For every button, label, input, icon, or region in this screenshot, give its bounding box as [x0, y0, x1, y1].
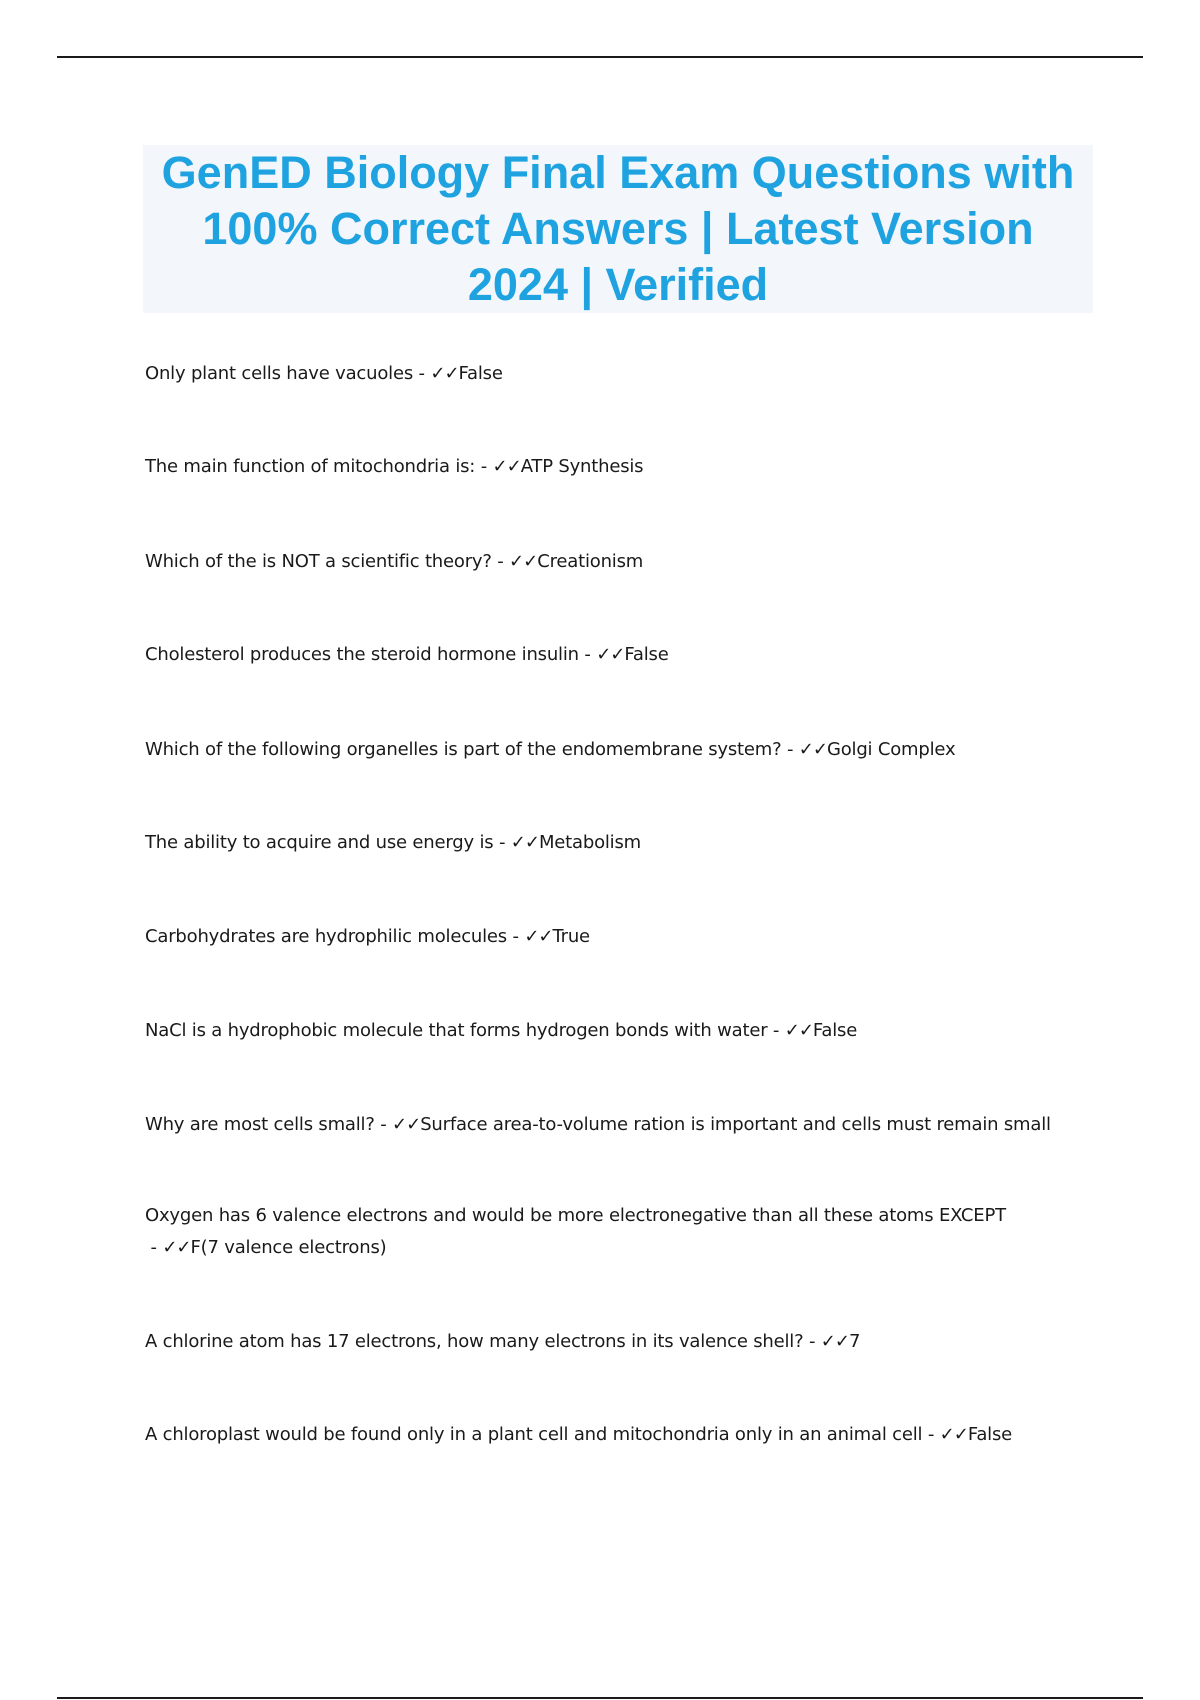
qa-item-8	[145, 1015, 1145, 1047]
separator: -	[413, 363, 431, 384]
question-text: A chloroplast would be found only in a plant cell and mitochondria only in an animal cell	[145, 1424, 923, 1445]
separator: -	[578, 644, 597, 665]
answer-text: Golgi Complex	[826, 739, 956, 760]
double-check-icon: ✓✓	[784, 1020, 813, 1041]
question-text: Why are most cells small?	[145, 1114, 375, 1135]
double-check-icon: ✓✓	[596, 644, 625, 665]
answer-text: True	[552, 926, 590, 947]
question-text: The ability to acquire and use energy is	[145, 832, 494, 853]
qa-item-4	[145, 639, 1145, 671]
answer-text: False	[624, 644, 669, 665]
qa-item-9	[145, 1109, 1145, 1141]
answer-text: ATP Synthesis	[520, 456, 644, 477]
qa-item-11	[145, 1326, 1145, 1358]
separator: -	[767, 1020, 785, 1041]
double-check-icon: ✓✓	[798, 739, 827, 760]
separator: -	[475, 456, 493, 477]
question-text: Oxygen has 6 valence electrons and would be more electronegative than all these atoms EXCEPT	[145, 1205, 1006, 1226]
answer-text: Surface area-to-volume ration is important and cells must remain small	[420, 1114, 1051, 1135]
double-check-icon: ✓✓	[430, 363, 459, 384]
double-check-icon: ✓✓	[162, 1237, 191, 1258]
qa-item-2	[145, 451, 1145, 483]
double-check-icon: ✓✓	[820, 1331, 849, 1352]
question-text: Only plant cells have vacuoles	[145, 363, 414, 384]
qa-item-5	[145, 734, 1145, 766]
answer-text: False	[967, 1424, 1013, 1445]
qa-item-7	[145, 921, 1145, 953]
title-banner	[143, 145, 1093, 313]
question-text: A chlorine atom has 17 electrons, how many electrons in its valence shell?	[145, 1331, 804, 1352]
question-text: Cholesterol produces the steroid hormone insulin	[145, 644, 579, 665]
qa-item-3	[145, 546, 1145, 578]
qa-item-12	[145, 1419, 1145, 1451]
separator: -	[506, 926, 525, 947]
separator: -	[493, 832, 511, 853]
question-text: Carbohydrates are hydrophilic molecules	[145, 926, 507, 947]
double-check-icon: ✓✓	[492, 456, 521, 477]
separator: -	[803, 1331, 821, 1352]
double-check-icon: ✓✓	[392, 1114, 421, 1135]
question-text: Which of the is NOT a scientific theory?	[145, 551, 492, 572]
question-text: The main function of mitochondria is:	[145, 456, 476, 477]
double-check-icon: ✓✓	[524, 926, 553, 947]
answer-text: False	[812, 1020, 858, 1041]
separator: -	[145, 1237, 163, 1258]
answer-text: Creationism	[537, 551, 644, 572]
double-check-icon: ✓✓	[509, 551, 538, 572]
separator: -	[491, 551, 510, 572]
question-text: Which of the following organelles is part of the endomembrane system?	[145, 739, 782, 760]
qa-item-1	[145, 358, 1145, 390]
bottom-rule	[57, 1697, 1143, 1699]
question-text: NaCl is a hydrophobic molecule that forms hydrogen bonds with water	[145, 1020, 768, 1041]
double-check-icon: ✓✓	[510, 832, 539, 853]
double-check-icon: ✓✓	[939, 1424, 968, 1445]
answer-text: Metabolism	[538, 832, 641, 853]
answer-text: F(7 valence electrons)	[190, 1237, 387, 1258]
separator: -	[781, 739, 799, 760]
page-title: GenED Biology Final Exam Questions with 100% Correct Answers | Latest Version 2024 | Verified	[161, 147, 1075, 310]
qa-item-6	[145, 827, 1145, 859]
qa-item-10	[145, 1200, 1025, 1264]
answer-text: False	[458, 363, 503, 384]
separator: -	[922, 1424, 940, 1445]
top-rule	[57, 56, 1143, 58]
separator: -	[374, 1114, 393, 1135]
answer-text: 7	[848, 1331, 861, 1352]
